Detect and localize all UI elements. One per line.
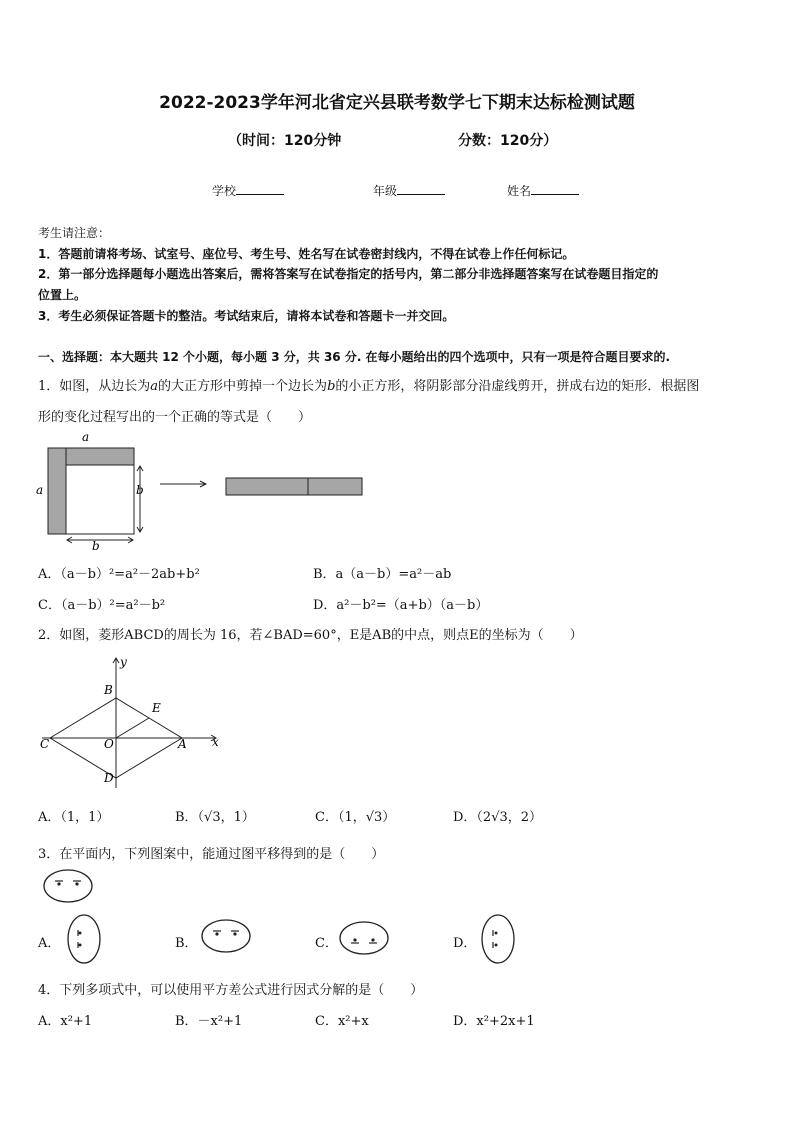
q1-option-b[interactable]: B．a（a－b）=a²－ab	[313, 567, 452, 582]
q3-face-c[interactable]	[338, 920, 390, 956]
school-blank[interactable]	[236, 183, 284, 195]
label-b-bottom: b	[92, 539, 100, 553]
label-a-top: a	[82, 430, 90, 444]
q2-option-d[interactable]: D．（2√3，2）	[453, 810, 543, 825]
q4-option-c[interactable]: C．x²+x	[315, 1014, 369, 1029]
result-rect-right	[308, 478, 362, 495]
q1-var-a: a	[150, 379, 159, 394]
name-blank[interactable]	[531, 183, 579, 195]
school-label: 学校	[212, 184, 237, 198]
q2-stem: 2．如图，菱形ABCD的周长为 16，若∠BAD=60°，E是AB的中点，则点E的坐标为（ ）	[38, 628, 583, 643]
q3-face-d[interactable]	[478, 912, 518, 966]
q3-face-b[interactable]	[200, 918, 252, 954]
label-e: E	[152, 701, 161, 715]
q1-text: 的小正方形，将阴影部分沿虚线剪开，拼成右边的矩形．根据图	[335, 379, 700, 394]
q1-line2: 形的变化过程写出的一个正确的等式是（ ）	[38, 410, 312, 425]
q1-option-d[interactable]: D．a²－b²=（a+b）（a－b）	[313, 598, 489, 613]
notice-item: 1．答题前请将考场、试室号、座位号、考生号、姓名写在试卷密封线内，不得在试卷上作任何标记。	[38, 247, 575, 261]
shaded-left	[48, 448, 66, 534]
notice-item: 2．第一部分选择题每小题选出答案后，需将答案写在试卷指定的括号内，第二部分非选择题答案写在试卷题目指定的	[38, 267, 659, 281]
label-x: x	[212, 735, 219, 749]
q4-option-b[interactable]: B．－x²+1	[175, 1014, 243, 1029]
notice-item: 位置上。	[38, 288, 87, 302]
exam-time: （时间：120分钟	[228, 133, 342, 149]
q1-text: 的大正方形中剪掉一个边长为	[158, 379, 328, 394]
q2-option-b[interactable]: B．（√3，1）	[175, 810, 255, 825]
label-b-right: b	[136, 483, 144, 497]
label-b: B	[104, 683, 113, 697]
exam-score: 分数：120分）	[458, 133, 558, 149]
result-rect-left	[226, 478, 308, 495]
q1-var-b: b	[327, 379, 336, 394]
q2-option-a[interactable]: A．（1，1）	[38, 810, 110, 825]
notice-heading: 考生请注意：	[38, 226, 111, 240]
q3-option-c[interactable]: C．	[315, 936, 338, 951]
q3-face-a[interactable]	[64, 912, 104, 966]
q3-option-b[interactable]: B．	[175, 936, 198, 951]
q1-figure	[30, 426, 380, 554]
q4-stem: 4．下列多项式中，可以使用平方差公式进行因式分解的是（ ）	[38, 983, 424, 998]
name-label: 姓名	[507, 184, 532, 198]
label-c: C	[40, 737, 50, 751]
segment-oe	[116, 718, 149, 738]
label-y: y	[120, 655, 127, 669]
name-field	[507, 182, 579, 199]
label-a-left: a	[36, 483, 44, 497]
q3-option-d[interactable]: D．	[453, 936, 477, 951]
q1-text: 1．如图，从边长为	[38, 379, 151, 394]
grade-label: 年级	[373, 184, 398, 198]
section-title: 一、选择题：本大题共 12 个小题，每小题 3 分，共 36 分. 在每小题给出的四个选项中，只有一项是符合题目要求的.	[38, 350, 671, 364]
school-field	[212, 182, 284, 199]
q1-option-c[interactable]: C．（a－b）²=a²－b²	[38, 598, 166, 613]
label-a: A	[178, 737, 187, 751]
label-d: D	[104, 771, 114, 785]
q1-line1	[38, 375, 699, 394]
q1-option-a[interactable]: A．（a－b）²=a²－2ab+b²	[38, 567, 200, 582]
page-title: 2022-2023学年河北省定兴县联考数学七下期末达标检测试题	[159, 93, 635, 113]
label-o: O	[104, 737, 114, 751]
q4-option-d[interactable]: D．x²+2x+1	[453, 1014, 535, 1029]
grade-blank[interactable]	[397, 183, 445, 195]
reference-face	[42, 868, 94, 904]
q4-option-a[interactable]: A．x²+1	[38, 1014, 93, 1029]
q3-option-a[interactable]: A．	[38, 936, 61, 951]
q3-stem: 3．在平面内，下列图案中，能通过图平移得到的是（ ）	[38, 847, 385, 862]
q2-figure	[36, 650, 236, 790]
notice-item: 3．考生必须保证答题卡的整洁。考试结束后，请将本试卷和答题卡一并交回。	[38, 309, 455, 323]
q2-option-c[interactable]: C．（1，√3）	[315, 810, 396, 825]
grade-field	[373, 182, 445, 199]
